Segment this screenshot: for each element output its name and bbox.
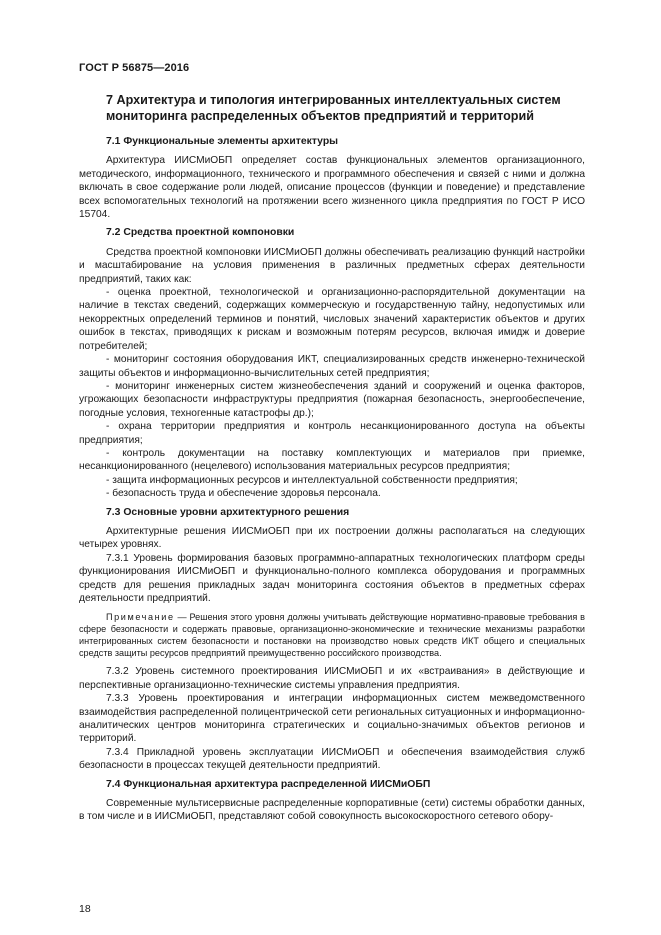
list-item: - охрана территории предприятия и контроль несанкционированного доступа на объекты предприятия; xyxy=(79,421,585,446)
list-item: - оценка проектной, технологической и организационно-распорядительной документации на наличие в текстах сведений, содержащих коммерческую и государственную тайну, недопустимых или некорректных определений терминов и понятий, числовых значений характеристик объектов и других ошибок в текстах, приводящих к рискам и возможным потерям ресурсов, включая имидж и доверие потребителей; xyxy=(79,287,585,352)
section-7-1-paragraph: Архитектура ИИСМиОБП определяет состав функциональных элементов организационного, методического, информационного, технического и программного обеспечения и связей с ними и должна включать в свое содержание роли людей, описание процессов (функции и поведение) и представление всех вспомогательных технологий на протяжении всего жизненного цикла предприятия по ГОСТ Р ИСО 15704. xyxy=(79,155,585,221)
note-label: Примечание xyxy=(106,612,175,623)
section-7-2-title: 7.2 Средства проектной компоновки xyxy=(106,227,295,239)
standard-header: ГОСТ Р 56875—2016 xyxy=(79,62,190,74)
section-7-1-title: 7.1 Функциональные элементы архитектуры xyxy=(106,136,339,147)
section-7-3-intro: Архитектурные решения ИИСМиОБП при их построении должны располагаться на следующих четырех уровнях. xyxy=(79,525,585,551)
section-7-2-intro: Средства проектной компоновки ИИСМиОБП должны обеспечивать реализацию функций настройки и масштабирование на условия применения в различных предметных сферах деятельности предприятий, таких как: xyxy=(79,246,585,285)
section-7-3-1: 7.3.1 Уровень формирования базовых программно-аппаратных технологических платформ среды функционирования ИИСМиОБП и функционально-полного комплекса оборудования и программных средств для решения прикладных задач мониторинга состояния объектов в предметных сферах деятельности предприятий. xyxy=(79,552,585,604)
section-7-3-4: 7.3.4 Прикладной уровень эксплуатации ИИСМиОБП и обеспечения взаимодействия служб безопасности в процессах текущей деятельности предприятий. xyxy=(79,746,585,772)
section-7-3-2: 7.3.2 Уровень системного проектирования ИИСМиОБП и их «встраивания» в действующие и перспективные организационно-технические системы управления предприятия. xyxy=(79,666,585,691)
chapter-title: 7 Архитектура и типология интегрированных интеллектуальных систем мониторинга распределенных объектов предприятий и территорий xyxy=(106,93,561,123)
list-item: - мониторинг состояния оборудования ИКТ, специализированных средств инженерно-технической защиты объектов и информационно-вычислительных сетей предприятия; xyxy=(79,354,585,379)
page-number: 18 xyxy=(79,903,91,915)
list-item: - защита информационных ресурсов и интеллектуальной собственности предприятия; xyxy=(106,474,518,486)
list-item: - безопасность труда и обеспечение здоровья персонала. xyxy=(106,488,381,500)
section-7-3-title: 7.3 Основные уровни архитектурного решения xyxy=(106,506,350,518)
note xyxy=(79,611,585,659)
section-7-3-3: 7.3.3 Уровень проектирования и интеграции информационных систем межведомственного взаимодействия распределенной полицентрической сети региональных ситуационных и информационно-аналитических центров мониторинга стратегических и социально-значимых объектов регионов и территорий. xyxy=(79,693,585,745)
note-text: — Решения этого уровня должны учитывать действующие нормативно-правовые требования в сфере безопасности и содержать правовые, организационно-экономические и технические механизмы разработки интегрированных систем безопасности и постановки на производство новых средств ИКТ общего и специальных средств защиты ресурсов предприятий преимущественно российского производства. xyxy=(79,612,585,659)
page-content xyxy=(79,92,585,824)
list-item: - мониторинг инженерных систем жизнеобеспечения зданий и сооружений и оценка факторов, угрожающих безопасности инфраструктуры предприятия (пожарная безопасность, энергообеспечение, погодные условия, техногенные катастрофы др.); xyxy=(79,380,585,419)
section-7-4-title: 7.4 Функциональная архитектура распределенной ИИСМиОБП xyxy=(106,778,431,790)
list-item: - контроль документации на поставку комплектующих и материалов при приемке, несанкционированного (нецелевого) использования материальных ресурсов предприятия; xyxy=(79,447,585,473)
section-7-4-paragraph: Современные мультисервисные распределенные корпоративные (сети) системы обработки данных, в том числе и в ИИСМиОБП, представляют собой совокупность высокоскоростного сетевого обору- xyxy=(79,798,585,823)
